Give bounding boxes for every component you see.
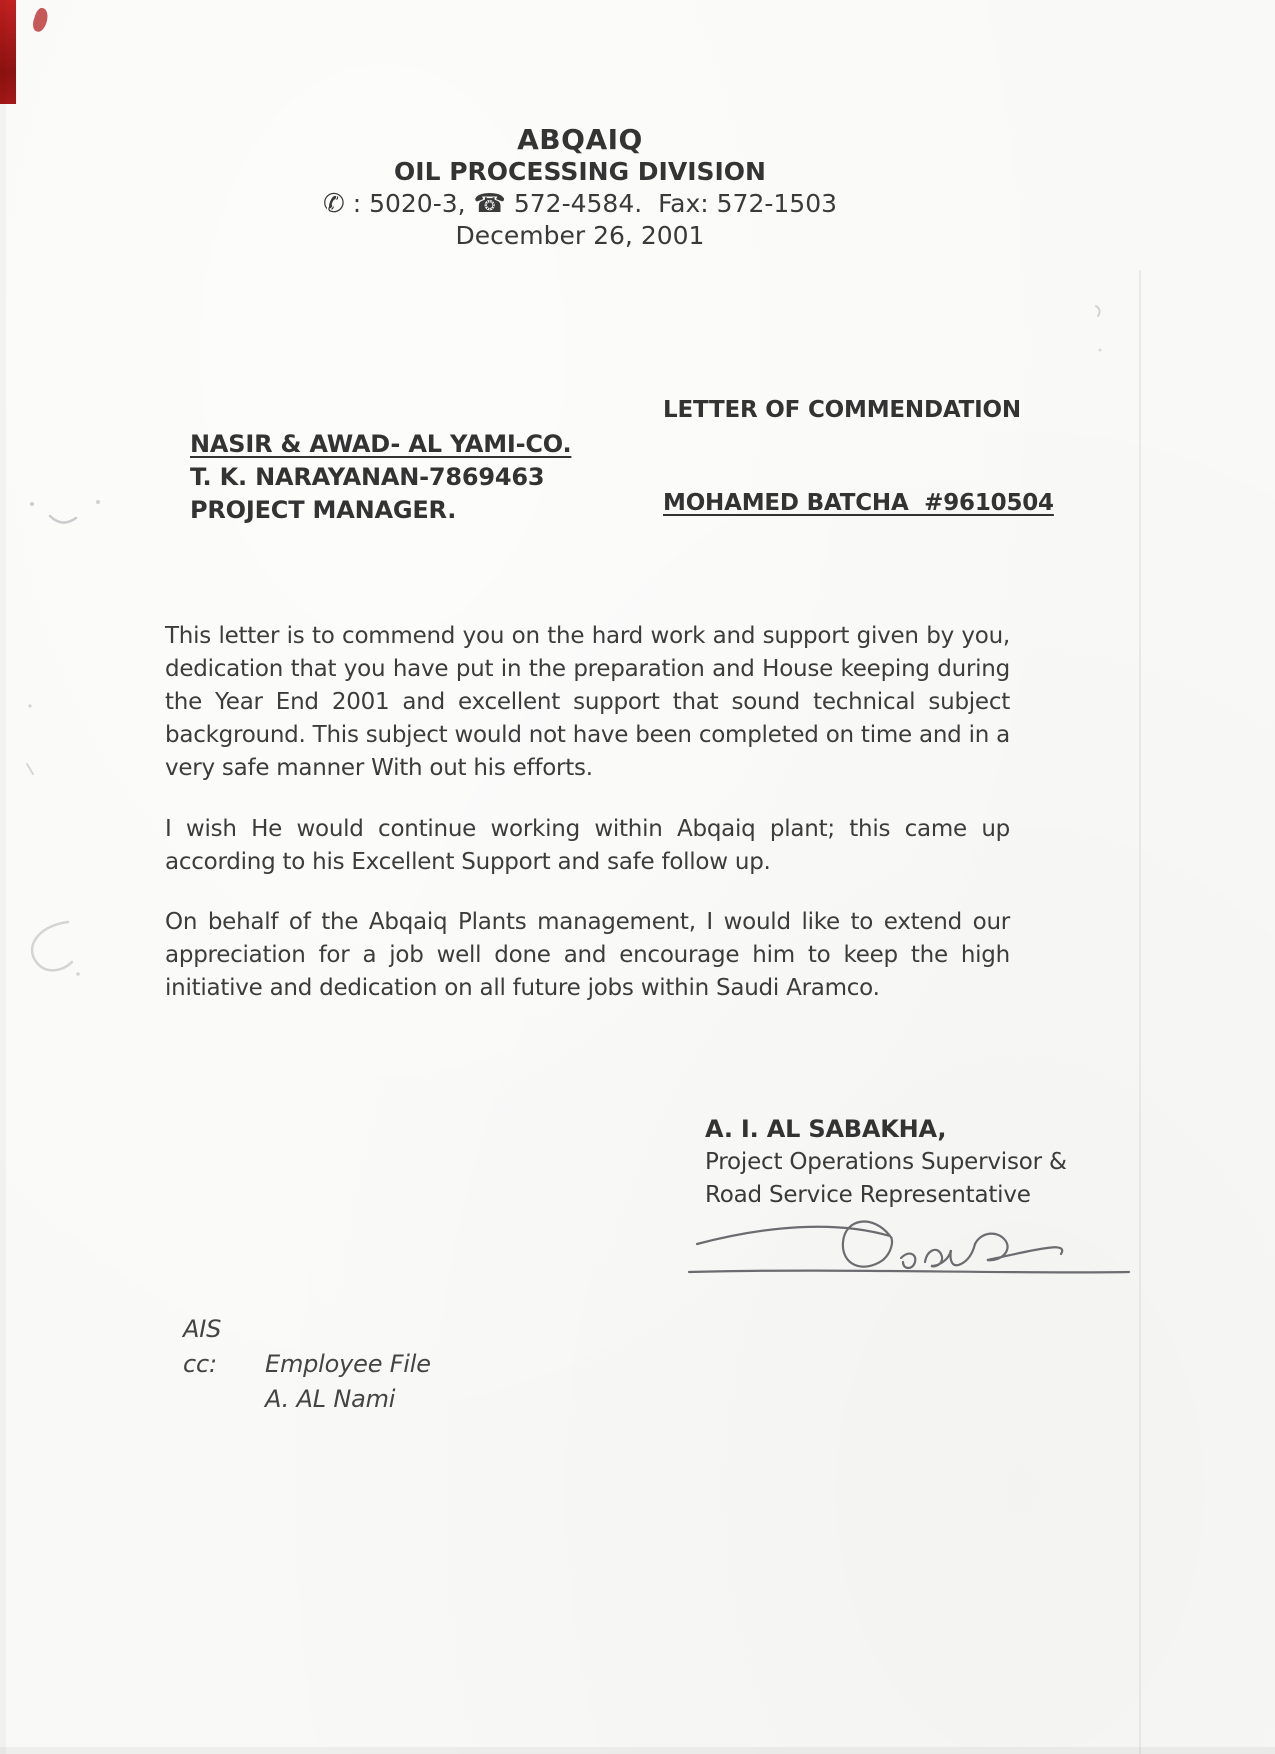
body-paragraph-2: I wish He would continue working within Abqaiq plant; this came up according to his Excellent Support and safe follow up. (165, 816, 1010, 875)
letter-title-block (663, 333, 1054, 581)
red-ink-smudge (31, 7, 51, 34)
body-paragraph-1: This letter is to commend you on the hard work and support given by you, dedication that you have put in the preparation and House keeping during the Year End 2001 and excellent support that sound technical subject background. This subject would not have been completed on time and in a very safe manner With out his efforts. (165, 623, 1010, 781)
cc-list (265, 1347, 431, 1417)
scan-edge-shade-bottom (0, 1747, 1275, 1754)
footer-block (183, 1312, 431, 1417)
handwritten-signature (685, 1210, 1135, 1290)
recipient-company: NASIR & AWAD- AL YAMI-CO. (190, 430, 572, 458)
division-name: OIL PROCESSING DIVISION (394, 157, 766, 186)
contact-line (165, 188, 995, 220)
recipient-block (190, 428, 571, 527)
commended-employee: MOHAMED BATCHA #9610504 (663, 490, 1054, 516)
cc-item: A. AL Nami (265, 1385, 396, 1413)
signature-block (705, 1113, 1067, 1212)
scan-artifact-specks (22, 698, 42, 798)
cc-item: Employee File (265, 1350, 431, 1378)
phone-fax-numbers: 572-4584. Fax: 572-1503 (505, 189, 838, 218)
body-paragraph-3: On behalf of the Abqaiq Plants management, I would like to extend our appreciation for a job well done and encourage him to keep the high initiative and dedication on all future jobs within Saudi Aramco. (165, 909, 1010, 1001)
letterhead (165, 124, 995, 252)
cc-row (183, 1347, 431, 1417)
scan-seam-line (1139, 270, 1141, 1754)
cc-label: cc: (183, 1350, 217, 1378)
signer-title-line2: Road Service Representative (705, 1182, 1031, 1208)
letter-date: December 26, 2001 (455, 221, 705, 250)
scan-edge-shade-left (0, 0, 6, 1754)
recipient-contact: T. K. NARAYANAN-7869463 (190, 463, 545, 491)
recipient-role: PROJECT MANAGER. (190, 496, 457, 524)
telephone-icon: ☎ (473, 189, 506, 219)
signer-name: A. I. AL SABAKHA, (705, 1115, 947, 1143)
handset-phone-icon: ✆ (322, 189, 345, 219)
letter-title: LETTER OF COMMENDATION (663, 397, 1021, 423)
organization-name: ABQAIQ (517, 123, 643, 156)
extension-number: : 5020-3, (344, 189, 474, 218)
scan-artifact-pen-marks (24, 492, 108, 534)
scan-artifact-curve (14, 916, 88, 980)
typist-initials: AIS (183, 1315, 222, 1343)
scan-artifact-right-specks (1090, 300, 1110, 360)
signer-title-line1: Project Operations Supervisor & (705, 1149, 1067, 1175)
